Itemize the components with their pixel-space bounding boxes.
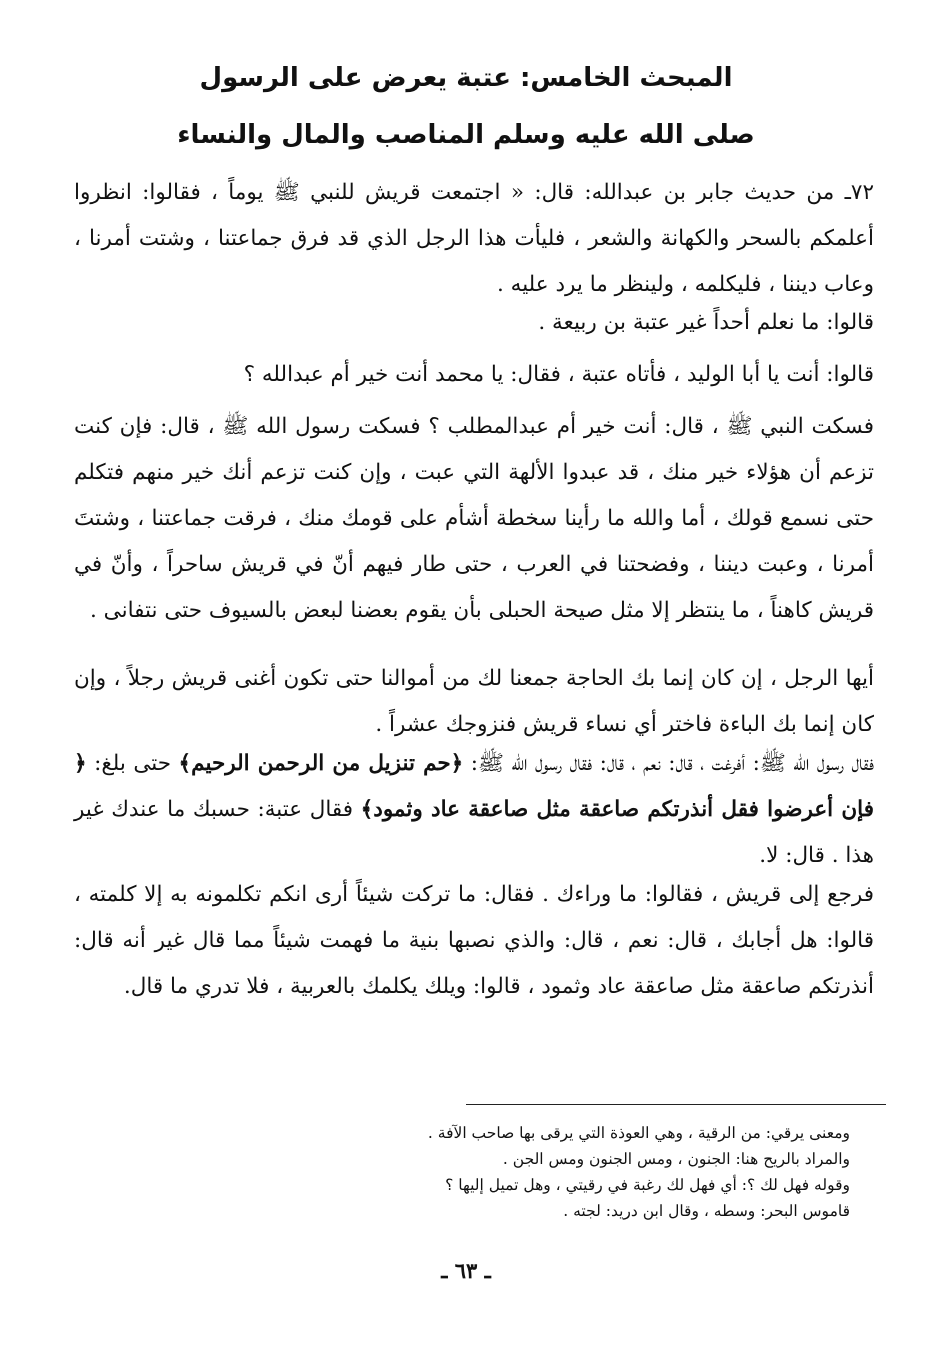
quran-verse-1: ﴿حم تنزيل من الرحمن الرحيم﴾ (178, 751, 464, 776)
section-heading-line-2: صلى الله عليه وسلم المناصب والمال والنساء (177, 120, 755, 150)
paragraph-6-quran (74, 741, 874, 879)
paragraph-text: ٧٢ـ من حديث جابر بن عبدالله: قال: « اجتمعت قريش للنبي ﷺ يوماً ، فقالوا: انظروا أعلمكم بالسحر والكهانة والشعر ، فليأت هذا الرجل الذي قد فرق جماعتنا ، وشتت أمرنا ، وعاب ديننا ، فليكلمه ، ولينظر ما يرد عليه . (74, 180, 874, 297)
paragraph-text: قالوا: ما نعلم أحداً غير عتبة بن ربيعة . (538, 310, 874, 335)
quran-verse-2: ﴿ فإن أعرضوا فقل أنذرتكم صاعقة مثل صاعقة عاد وثمود﴾ (74, 751, 874, 822)
footnote-line: ومعنى يرقي: من الرقية ، وهي العوذة التي يرقى بها صاحب الآفة . (427, 1124, 850, 1142)
paragraph-4 (74, 404, 874, 634)
footnote-line: قاموس البحر: وسطه ، وقال ابن دريد: لجته . (563, 1202, 850, 1220)
page-number: ـ ٦٣ ـ (441, 1258, 491, 1283)
footnotes (290, 1120, 850, 1224)
paragraph-text: فسكت النبي ﷺ ، قال: أنت خير أم عبدالمطلب ؟ فسكت رسول الله ﷺ ، قال: فإن كنت تزعم أن هؤلاء خير منك ، قد عبدوا الألهة التي عبت ، وإن كنت تزعم أنك خير منهم فتكلم حتى نسمع قولك ، أما والله ما رأينا سخطة أشأم على قومك منك ، فرقت جماعتنا ، وشتتَ أمرنا ، وعبت ديننا ، وفضحتنا في العرب ، حتى طار فيهم أنّ في قريش ساحراً ، وأنّ في قريش كاهناً ، ما ينتظر إلا مثل صيحة الحبلى بأن يقوم بعضنا لبعض بالسيوف حتى نتفانى . (74, 414, 874, 623)
paragraph-text: أيها الرجل ، إن كان إنما بك الحاجة جمعنا لك من أموالنا حتى تكون أغنى قريش رجلاً ، وإن كان إنما بك الباءة فاختر أي نساء قريش فنزوجك عشراً . (74, 666, 874, 737)
paragraph-outro: فقال عتبة: حسبك ما عندك غير هذا . قال: لا. (74, 797, 874, 868)
paragraph-7 (74, 872, 874, 1010)
footnote-divider (466, 1104, 886, 1105)
paragraph-text (74, 741, 874, 879)
section-heading-line-1: المبحث الخامس: عتبة يعرض على الرسول (199, 63, 733, 93)
paragraph-intro: فقال رسول الله ﷺ: أفرغت ، قال: نعم ، قال: فقال رسول الله ﷺ: (470, 751, 875, 776)
paragraph-text: قالوا: أنت يا أبا الوليد ، فأتاه عتبة ، فقال: يا محمد أنت خير أم عبدالله ؟ (243, 362, 874, 387)
paragraph-5 (74, 656, 874, 748)
paragraph-text: فرجع إلى قريش ، فقالوا: ما وراءك . فقال: ما تركت شيئاً أرى انكم تكلمونه به إلا كلمته ، قالوا: هل أجابك ، قال: نعم ، قال: والذي نصبها بنية ما فهمت شيئاً مما قال غير أنه قال: أنذرتكم صاعقة مثل صاعقة عاد وثمود ، قالوا: ويلك يكلمك بالعربية ، فلا تدري ما قال. (74, 882, 874, 999)
footnote-line: والمراد بالريح هنا: الجنون ، ومس الجنون ومس الجن . (502, 1150, 850, 1168)
hadith-paragraph-72 (74, 170, 874, 308)
footnote-line: وقوله فهل لك ؟: أي فهل لك رغبة في رقيتي ، وهل تميل إليها ؟ (445, 1176, 850, 1194)
paragraph-2 (74, 300, 874, 346)
paragraph-mid: حتى بلغ: (94, 751, 172, 776)
paragraph-3 (74, 352, 874, 398)
